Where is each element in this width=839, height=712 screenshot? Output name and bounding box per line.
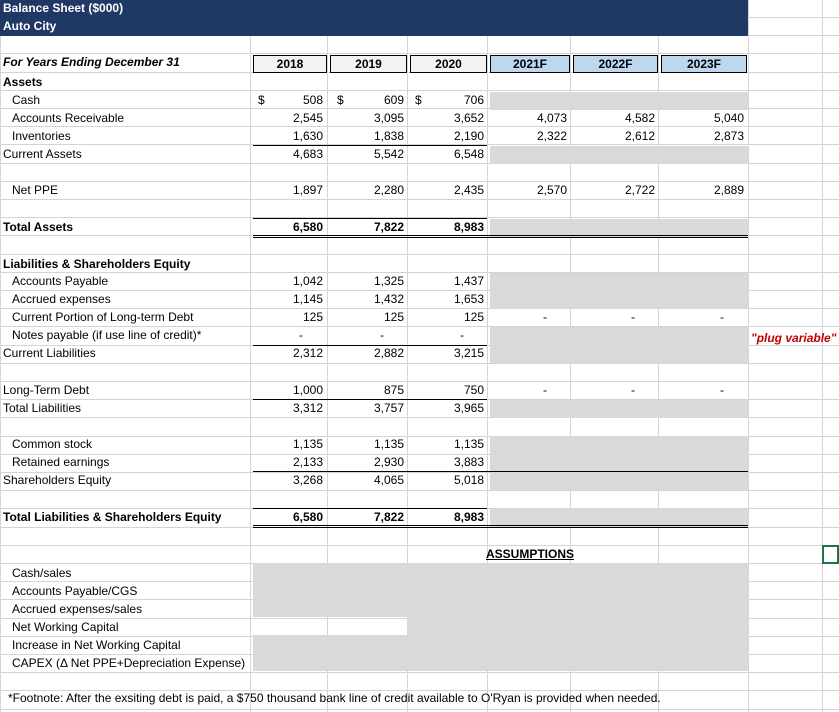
rule-above-total-lse	[253, 508, 487, 509]
gridline-horizontal	[0, 490, 839, 491]
footnote[interactable]: *Footnote: After the exsiting debt is paid, a $750 thousand bank line of credit available to O'Ryan is provided when needed.	[8, 691, 661, 705]
plug-variable-note[interactable]: "plug variable"	[751, 331, 837, 345]
value-ltd-2019[interactable]: 875	[383, 383, 404, 397]
year-header-2019[interactable]: 2019	[330, 55, 407, 73]
row-label-ca[interactable]: Current Assets	[3, 147, 82, 161]
value-se-2019[interactable]: 4,065	[373, 473, 404, 487]
assumption-nwc[interactable]: Net Working Capital	[12, 620, 119, 634]
value-cs-2018[interactable]: 1,135	[292, 437, 323, 451]
company-name[interactable]: Auto City	[3, 19, 57, 33]
value-ap-2019[interactable]: 1,325	[373, 274, 404, 288]
value-ltd-2023f[interactable]: -	[720, 383, 724, 397]
row-label-ltd[interactable]: Long-Term Debt	[3, 383, 90, 397]
row-label-accr[interactable]: Accrued expenses	[12, 292, 111, 306]
value-ap-2018[interactable]: 1,042	[292, 274, 323, 288]
value-cl-2019[interactable]: 2,882	[373, 346, 404, 360]
row-label-np[interactable]: Notes payable (if use line of credit)*	[12, 328, 202, 342]
value-tlse-2020[interactable]: 8,983	[453, 510, 484, 524]
value-tl-2019[interactable]: 3,757	[373, 401, 404, 415]
value-ar-2021f[interactable]: 4,073	[536, 111, 567, 125]
row-label-cash[interactable]: Cash	[12, 93, 41, 107]
subtotal-rule-total-liabilities	[253, 399, 487, 400]
assumptions-capex-inputs[interactable]	[253, 635, 748, 671]
value-cl-2020[interactable]: 3,215	[453, 346, 484, 360]
value-np-2020[interactable]: -	[460, 328, 464, 342]
period-label[interactable]: For Years Ending December 31	[3, 55, 180, 69]
row-label-ta[interactable]: Total Assets	[3, 220, 74, 234]
gridline-vertical	[250, 0, 251, 712]
row-label-inv[interactable]: Inventories	[12, 129, 71, 143]
value-ar-2022f[interactable]: 4,582	[624, 111, 655, 125]
row-label-se[interactable]: Shareholders Equity	[3, 473, 112, 487]
value-cpltd-2020[interactable]: 125	[463, 310, 484, 324]
value-cpltd-2021f[interactable]: -	[543, 310, 547, 324]
forecast-current-assets-input[interactable]	[490, 146, 748, 164]
assumptions-heading[interactable]: ASSUMPTIONS	[485, 547, 574, 561]
value-ppe-2020[interactable]: 2,435	[453, 183, 484, 197]
forecast-notes-cl-input[interactable]	[490, 327, 748, 363]
gridline-horizontal	[0, 363, 839, 364]
value-ta-2018[interactable]: 6,580	[292, 220, 323, 234]
value-cash-2020[interactable]: 706	[463, 93, 484, 107]
row-label-ar[interactable]: Accounts Receivable	[12, 111, 125, 125]
value-inv-2020[interactable]: 2,190	[453, 129, 484, 143]
value-inv-2018[interactable]: 1,630	[292, 129, 323, 143]
gridline-horizontal	[0, 90, 839, 91]
gridline-horizontal	[0, 545, 839, 546]
row-label-tl[interactable]: Total Liabilities	[3, 401, 82, 415]
value-ta-2019[interactable]: 7,822	[373, 220, 404, 234]
subtotal-rule-equity	[253, 471, 748, 472]
sheet-title[interactable]: Balance Sheet ($000)	[3, 1, 124, 15]
value-re-2020[interactable]: 3,883	[453, 455, 484, 469]
row-label-cs[interactable]: Common stock	[12, 437, 93, 451]
year-header-2021f[interactable]: 2021F	[490, 55, 570, 73]
value-inv-2023f[interactable]: 2,873	[713, 129, 744, 143]
row-label-cl[interactable]: Current Liabilities	[3, 346, 96, 360]
forecast-ap-accrued-input[interactable]	[490, 273, 748, 309]
rule-above-total-assets	[253, 218, 487, 219]
value-np-2018[interactable]: -	[299, 328, 303, 342]
gridline-vertical	[0, 0, 1, 712]
value-ar-2019[interactable]: 3,095	[373, 111, 404, 125]
value-tl-2018[interactable]: 3,312	[292, 401, 323, 415]
year-header-2020[interactable]: 2020	[410, 55, 487, 73]
value-cs-2020[interactable]: 1,135	[453, 437, 484, 451]
year-header-2018[interactable]: 2018	[253, 55, 327, 73]
year-header-2023f[interactable]: 2023F	[661, 55, 747, 73]
subtotal-rule-current-liabilities	[253, 345, 487, 346]
row-label-liab_heading[interactable]: Liabilities & Shareholders Equity	[3, 257, 191, 271]
gridline-horizontal	[0, 254, 839, 255]
value-ca-2018[interactable]: 4,683	[292, 147, 323, 161]
value-cash-2018[interactable]: 508	[302, 93, 323, 107]
value-inv-2019[interactable]: 1,838	[373, 129, 404, 143]
value-re-2018[interactable]: 2,133	[292, 455, 323, 469]
value-inv-2022f[interactable]: 2,612	[624, 129, 655, 143]
row-label-ap[interactable]: Accounts Payable	[12, 274, 109, 288]
assumption-increase-nwc[interactable]: Increase in Net Working Capital	[12, 638, 181, 652]
value-ar-2023f[interactable]: 5,040	[713, 111, 744, 125]
assumptions-nwc-inputs[interactable]	[407, 617, 748, 635]
forecast-total-liabilities-input[interactable]	[490, 400, 748, 418]
assumptions-ratio-inputs[interactable]	[253, 563, 748, 617]
row-label-tlse[interactable]: Total Liabilities & Shareholders Equity	[3, 510, 222, 524]
assumption-accrued-sales[interactable]: Accrued expenses/sales	[12, 602, 143, 616]
currency-symbol-2020: $	[415, 93, 422, 107]
value-ppe-2018[interactable]: 1,897	[292, 183, 323, 197]
value-ltd-2018[interactable]: 1,000	[292, 383, 323, 397]
value-np-2019[interactable]: -	[380, 328, 384, 342]
gridline-horizontal	[0, 709, 839, 710]
value-ar-2020[interactable]: 3,652	[453, 111, 484, 125]
value-accr-2019[interactable]: 1,432	[373, 292, 404, 306]
double-rule-total-assets	[253, 235, 748, 238]
value-ca-2020[interactable]: 6,548	[453, 147, 484, 161]
assumption-cash-sales[interactable]: Cash/sales	[12, 566, 72, 580]
value-tlse-2019[interactable]: 7,822	[373, 510, 404, 524]
gridline-vertical	[748, 0, 749, 712]
value-cpltd-2022f[interactable]: -	[631, 310, 635, 324]
year-header-2022f[interactable]: 2022F	[573, 55, 658, 73]
value-ppe-2021f[interactable]: 2,570	[536, 183, 567, 197]
row-label-cpltd[interactable]: Current Portion of Long-term Debt	[12, 310, 194, 324]
value-ap-2020[interactable]: 1,437	[453, 274, 484, 288]
selected-cell-cursor[interactable]	[822, 545, 839, 564]
double-rule-total-lse	[253, 525, 748, 528]
value-re-2019[interactable]: 2,930	[373, 455, 404, 469]
row-label-re[interactable]: Retained earnings	[12, 455, 110, 469]
value-ca-2019[interactable]: 5,542	[373, 147, 404, 161]
value-ltd-2020[interactable]: 750	[463, 383, 484, 397]
value-accr-2018[interactable]: 1,145	[292, 292, 323, 306]
value-ar-2018[interactable]: 2,545	[292, 111, 323, 125]
value-ta-2020[interactable]: 8,983	[453, 220, 484, 234]
value-cs-2019[interactable]: 1,135	[373, 437, 404, 451]
value-inv-2021f[interactable]: 2,322	[536, 129, 567, 143]
currency-symbol-2018: $	[258, 93, 265, 107]
forecast-cash-input[interactable]	[490, 92, 748, 110]
row-label-assets_heading[interactable]: Assets	[3, 75, 43, 89]
forecast-equity-input[interactable]	[490, 436, 748, 490]
assumption-capex[interactable]: CAPEX (Δ Net PPE+Depreciation Expense)	[12, 656, 246, 670]
value-cpltd-2019[interactable]: 125	[383, 310, 404, 324]
value-ppe-2019[interactable]: 2,280	[373, 183, 404, 197]
value-cash-2019[interactable]: 609	[383, 93, 404, 107]
subtotal-rule-current-assets	[253, 145, 487, 146]
value-cpltd-2023f[interactable]: -	[720, 310, 724, 324]
value-se-2018[interactable]: 3,268	[292, 473, 323, 487]
row-label-ppe[interactable]: Net PPE	[12, 183, 59, 197]
value-ppe-2023f[interactable]: 2,889	[713, 183, 744, 197]
currency-symbol-2019: $	[337, 93, 344, 107]
value-cpltd-2018[interactable]: 125	[302, 310, 323, 324]
gridline-vertical	[822, 0, 823, 712]
value-accr-2020[interactable]: 1,653	[453, 292, 484, 306]
assumption-ap-cgs[interactable]: Accounts Payable/CGS	[12, 584, 138, 598]
value-cl-2018[interactable]: 2,312	[292, 346, 323, 360]
value-se-2020[interactable]: 5,018	[453, 473, 484, 487]
value-ppe-2022f[interactable]: 2,722	[624, 183, 655, 197]
value-ltd-2021f[interactable]: -	[543, 383, 547, 397]
value-tlse-2018[interactable]: 6,580	[292, 510, 323, 524]
value-ltd-2022f[interactable]: -	[631, 383, 635, 397]
value-tl-2020[interactable]: 3,965	[453, 401, 484, 415]
